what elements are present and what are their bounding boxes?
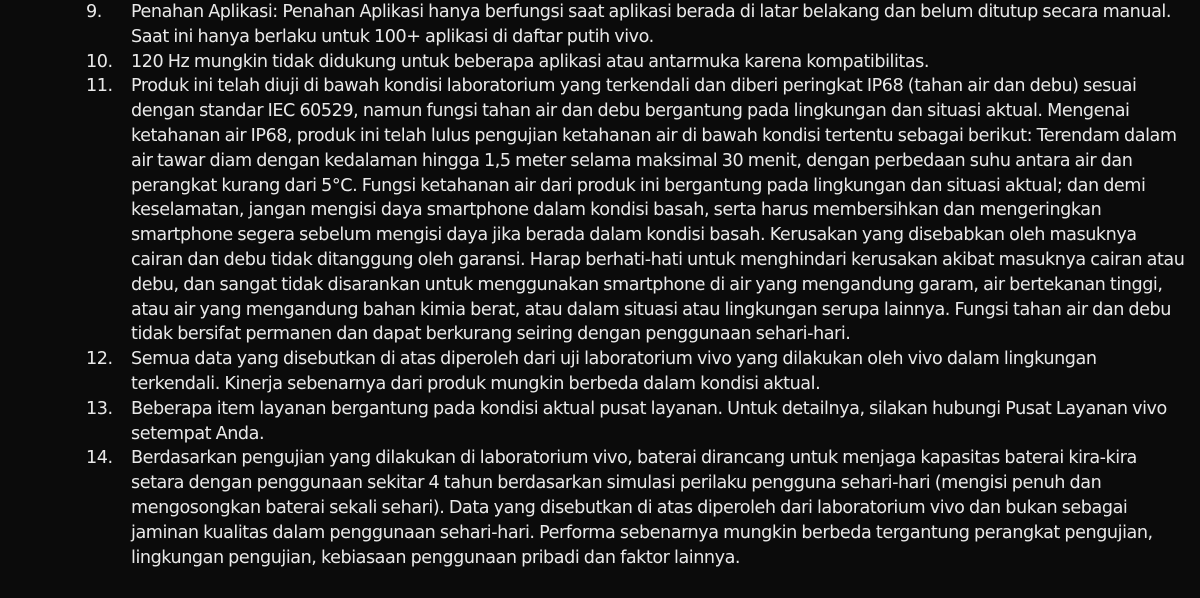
footnotes-list <box>86 0 1186 570</box>
footnote-text: Semua data yang disebutkan di atas diperoleh dari uji laboratorium vivo yang dilakukan oleh vivo dalam lingkungan terkendali. Kinerja sebenarnya dari produk mungkin berbeda dalam kondisi aktual. <box>131 349 1097 394</box>
footnote-text: Penahan Aplikasi: Penahan Aplikasi hanya berfungsi saat aplikasi berada di latar belakang dan belum ditutup secara manual. Saat ini hanya berlaku untuk 100+ aplikasi di daftar putih vivo. <box>131 2 1171 47</box>
footnote-number: 13. <box>86 398 113 419</box>
footnote-text: Berdasarkan pengujian yang dilakukan di laboratorium vivo, baterai dirancang untuk menjaga kapasitas baterai kira-kira setara dengan penggunaan sekitar 4 tahun berdasarkan simulasi perilaku pengguna sehari-hari (mengisi penuh dan mengosongkan baterai sekali sehari). Data yang disebutkan di atas diperoleh dari laboratorium vivo dan bukan sebagai jaminan kualitas dalam penggunaan sehari-hari. Performa sebenarnya mungkin berbeda tergantung perangkat pengujian, lingkungan pengujian, kebiasaan penggunaan pribadi dan faktor lainnya. <box>131 448 1153 568</box>
footnote-item <box>86 0 1186 50</box>
footnote-item <box>86 446 1186 570</box>
footnote-item <box>86 50 1186 75</box>
footnote-item <box>86 397 1186 447</box>
footnote-number: 9. <box>86 2 102 22</box>
footnote-text: Beberapa item layanan bergantung pada kondisi aktual pusat layanan. Untuk detailnya, silakan hubungi Pusat Layanan vivo setempat Anda. <box>131 398 1167 444</box>
footnote-item <box>86 74 1186 347</box>
footnote-number: 12. <box>86 349 113 370</box>
footnote-text: 120 Hz mungkin tidak didukung untuk beberapa aplikasi atau antarmuka karena kompatibilitas. <box>131 51 930 72</box>
footnote-text: Produk ini telah diuji di bawah kondisi laboratorium yang terkendali dan diberi peringkat IP68 (tahan air dan debu) sesuai dengan standar IEC 60529, namun fungsi tahan air dan debu bergantung pada lingkungan dan situasi aktual. Mengenai ketahanan air IP68, produk ini telah lulus pengujian ketahanan air di bawah kondisi tertentu sebagai berikut: Terendam dalam air tawar diam dengan kedalaman hingga 1,5 meter selama maksimal 30 menit, dengan perbedaan suhu antara air dan perangkat kurang dari 5°C. Fungsi ketahanan air dari produk ini bergantung pada lingkungan dan situasi aktual; dan demi keselamatan, jangan mengisi daya smartphone dalam kondisi basah, serta harus membersihkan dan mengeringkan smartphone segera sebelum mengisi daya jika berada dalam kondisi basah. Kerusakan yang disebabkan oleh masuknya cairan dan debu tidak ditanggung oleh garansi. Harap berhati-hati untuk menghindari kerusakan akibat masuknya cairan atau debu, dan sangat tidak disarankan untuk menggunakan smartphone di air yang mengandung garam, air bertekanan tinggi, atau air yang mengandung bahan kimia berat, atau dalam situasi atau lingkungan serupa lainnya. Fungsi tahan air dan debu tidak bersifat permanen dan dapat berkurang seiring dengan penggunaan sehari-hari. <box>131 76 1185 345</box>
footnote-item <box>86 347 1186 397</box>
footnote-number: 11. <box>86 76 113 97</box>
footnote-number: 10. <box>86 51 113 72</box>
footnote-number: 14. <box>86 448 113 469</box>
